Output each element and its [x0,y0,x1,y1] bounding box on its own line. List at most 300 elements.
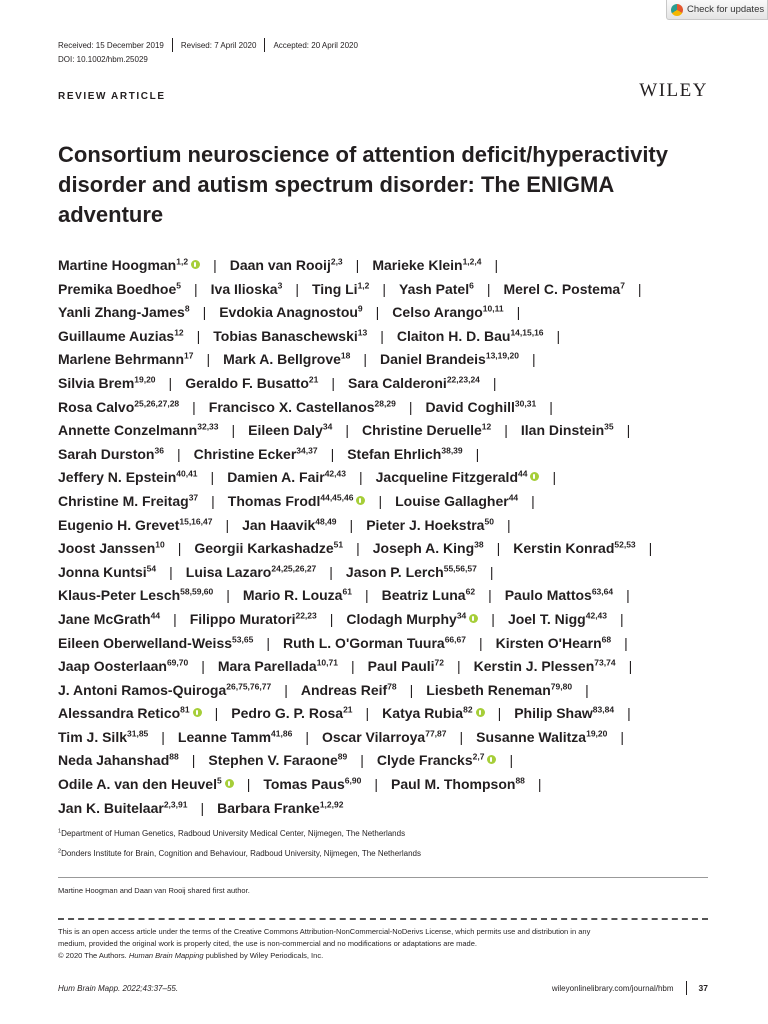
author-line [58,797,708,821]
check-for-updates-button[interactable] [666,0,768,20]
author-line [58,490,708,514]
author-text: Clodagh Murphy [346,610,457,627]
author-text: Jacqueline Fitzgerald [375,469,518,486]
author-separator: | [488,587,492,604]
affiliation-superscript: 82 [463,704,473,715]
author-text: Filippo Muratori [189,610,296,627]
author-separator: | [356,540,360,557]
affiliation-superscript: 8 [184,303,190,314]
author-line [58,396,708,420]
author-text: Katya Rubia [382,705,464,722]
affiliation-superscript: 5 [216,775,222,786]
author-text: Clyde Francks [376,752,473,769]
orcid-icon[interactable] [193,708,202,717]
author-separator: | [192,398,196,415]
author-name [380,351,519,367]
affiliation-superscript: 15,16,47 [179,515,213,526]
article-title: Consortium neuroscience of attention deficit/hyperactivity disorder and autism spectrum disorder: The ENIGMA adventure [58,142,668,227]
author-text: Jane McGrath [58,610,151,627]
author-name [377,752,497,768]
author-name [58,800,187,816]
author-separator: | [620,610,624,627]
author-line [58,419,708,443]
author-name [58,635,253,651]
crossmark-icon [671,4,683,16]
affiliation-superscript: 34 [322,421,333,432]
author-name [348,375,480,391]
author-name [178,729,292,745]
author-separator: | [329,563,333,580]
author-text: Tobias Banaschewski [213,327,358,344]
author-text: Barbara Franke [217,799,320,816]
author-separator: | [210,469,215,486]
author-name [58,729,148,745]
journal-url[interactable]: wileyonlinelibrary.com/journal/hbm [551,983,674,993]
author-separator: | [374,776,378,793]
affiliation-superscript: 44 [508,492,519,503]
author-separator: | [191,752,196,769]
author-separator: | [168,374,173,391]
affiliation-superscript: 54 [146,563,157,574]
author-text: Christine Deruelle [361,422,482,439]
author-name [218,658,338,674]
affiliation-superscript: 21 [308,374,319,385]
author-separator: | [628,658,633,675]
author-text: Mark A. Bellgrove [223,351,341,368]
accepted-date: Accepted: 20 April 2020 [273,40,358,50]
author-separator: | [201,658,205,675]
affiliation-superscript: 2,3,91 [163,799,188,809]
author-separator: | [213,257,217,273]
author-text: Martine Hoogman [58,257,177,273]
author-separator: | [177,540,182,557]
affiliation-superscript: 13,19,20 [485,350,519,361]
author-text: Mara Parellada [217,658,317,675]
author-name [373,540,484,556]
affiliation-superscript: 1,2,92 [319,799,344,809]
author-separator: | [552,469,557,486]
author-separator: | [491,610,495,627]
author-name [505,587,613,603]
author-text: David Coghill [425,398,515,415]
author-name [58,281,181,297]
affiliation-superscript: 6 [469,279,474,290]
author-name [347,446,462,462]
author-name [312,281,369,297]
author-text: Kerstin J. Plessen [473,658,595,675]
license-notice [58,926,708,962]
copyright-line: © 2020 The Authors. Human Brain Mapping published by Wiley Periodicals, Inc. [58,951,324,960]
author-name [209,399,396,415]
author-separator: | [169,563,173,580]
author-note: Martine Hoogman and Daan van Rooij shared first author. [58,886,250,895]
author-name [508,611,607,627]
author-name [230,257,343,273]
author-line [58,608,708,632]
author-separator: | [202,304,207,321]
author-text: Kerstin Konrad [513,540,615,557]
author-name [366,517,494,533]
author-line [58,561,708,585]
author-name [58,328,184,344]
author-name [392,304,503,320]
author-name [283,635,466,651]
affiliation-text: Donders Institute for Brain, Cognition and Behaviour, Radboud University, Nijmegen, The Netherlands [61,849,421,858]
author-line [58,749,708,773]
affiliation-superscript: 62 [465,586,476,597]
author-name [58,446,164,462]
affiliation-superscript: 10,11 [482,303,504,314]
author-line [58,254,708,278]
author-separator: | [214,705,219,722]
author-name [474,658,616,674]
author-separator: | [531,492,535,509]
author-text: Silvia Brem [58,374,135,391]
affiliation-superscript: 2,7 [472,751,485,762]
author-separator: | [173,610,177,627]
author-text: Eileen Oberwelland-Weiss [58,634,233,651]
author-separator: | [196,327,201,344]
author-line [58,726,708,750]
orcid-icon[interactable] [225,779,234,788]
author-name [58,399,179,415]
date-separator [264,38,265,52]
received-date: Received: 15 December 2019 [58,40,164,50]
author-name [521,422,614,438]
author-text: Leanne Tamm [177,728,272,745]
author-separator: | [489,563,494,580]
affiliation-superscript: 73,74 [594,657,616,668]
author-separator: | [382,280,387,297]
affiliation-superscript: 53,65 [232,633,254,644]
affiliation-superscript: 83,84 [592,704,615,715]
author-line [58,773,708,797]
author-separator: | [624,634,628,651]
license-divider [58,918,708,920]
author-name [425,399,536,415]
affiliation-superscript: 12 [174,327,184,338]
author-name [346,564,477,580]
author-name [58,375,156,391]
author-name [213,328,367,344]
affiliation-superscript: 63,64 [591,586,614,597]
affiliation-superscript: 13 [357,327,368,338]
affiliation-superscript: 48,49 [315,515,337,526]
author-separator: | [556,327,561,344]
author-name [58,304,190,320]
affiliation-superscript: 81 [180,704,190,715]
author-text: Tim J. Silk [58,728,127,745]
author-text: Joel T. Nigg [507,610,586,627]
author-text: Iva Ilioska [210,280,278,297]
affiliation-superscript: 17 [184,350,194,361]
affiliation-superscript: 31,85 [127,728,149,739]
author-name [397,328,544,344]
affiliation-superscript: 7 [620,279,625,290]
orcid-icon[interactable] [487,755,496,764]
affiliation-superscript: 12 [481,421,492,432]
orcid-icon[interactable] [469,614,478,623]
affiliation-superscript: 35 [604,421,614,432]
author-separator: | [648,540,653,557]
affiliation-superscript: 1,2 [357,279,370,290]
affiliation-superscript: 19,20 [134,374,156,385]
author-name [58,517,212,533]
author-separator: | [295,280,299,297]
author-separator: | [284,681,288,698]
author-line [58,325,708,349]
author-text: Damien A. Fair [227,469,325,486]
author-separator: | [211,492,215,509]
affiliation-superscript: 38 [474,539,484,550]
journal-citation: Hum Brain Mapp. 2022;43:37–55. [58,983,179,993]
affiliation-superscript: 78 [387,681,397,692]
author-text: Jeffery N. Epstein [58,469,177,486]
author-separator: | [176,445,181,462]
affiliation-superscript: 72 [434,657,445,668]
author-text: Rosa Calvo [58,398,135,415]
author-text: Alessandra Retico [58,705,181,722]
author-name [58,705,202,721]
author-separator: | [365,705,370,722]
affiliation-text: Department of Human Genetics, Radboud University Medical Center, Nijmegen, The Netherlands [61,829,406,838]
author-name [301,682,397,698]
affiliation-number: 1 [58,828,62,835]
author-text: Guillaume Auzias [58,327,175,344]
author-line [58,655,708,679]
author-text: Paulo Mattos [504,587,592,604]
revised-date: Revised: 7 April 2020 [180,40,257,50]
orcid-icon[interactable] [191,260,200,269]
author-text: Francisco X. Castellanos [208,398,375,415]
author-name [376,469,540,485]
article-type: REVIEW ARTICLE [58,91,166,102]
affiliation-superscript: 44 [518,468,528,479]
author-text: Claiton H. D. Bau [396,327,511,344]
author-separator: | [380,327,384,344]
author-separator: | [360,752,364,769]
author-name [194,446,318,462]
author-text: Jan Haavik [242,516,316,533]
affiliation-superscript: 25,26,27,28 [134,397,180,408]
author-separator: | [266,634,270,651]
affiliation-superscript: 79,80 [550,681,573,692]
author-line [58,466,708,490]
author-separator: | [246,776,251,793]
affiliation-superscript: 77,87 [425,728,447,739]
author-name [227,469,346,485]
license-line: medium, provided the original work is properly cited, the use is non-commercial and no modifications or adaptations are made. [58,939,477,948]
author-text: Premika Boedhoe [58,280,177,297]
author-separator: | [355,257,360,273]
author-separator: | [329,610,334,627]
author-separator: | [506,516,511,533]
author-separator: | [305,728,309,745]
author-text: Marlene Behrmann [58,351,185,368]
affiliation-superscript: 22,23 [295,610,317,621]
check-for-updates-label: Check for updates [687,4,765,15]
affiliation-superscript: 50 [484,515,494,526]
author-line [58,278,708,302]
author-name [476,729,607,745]
author-name [223,351,350,367]
author-separator: | [504,422,508,439]
author-name [186,564,317,580]
author-name [426,682,572,698]
author-text: Tomas Paus [263,776,345,793]
orcid-icon[interactable] [530,472,539,481]
author-name [513,540,635,556]
author-text: Joost Janssen [58,540,156,557]
author-name [514,705,614,721]
author-separator: | [627,705,631,722]
author-text: Paul M. Thompson [390,776,516,793]
author-text: Eugenio H. Grevet [58,516,180,533]
author-name [185,375,318,391]
author-text: Ruth L. O'Gorman Tuura [282,634,445,651]
affiliation-superscript: 37 [188,492,199,503]
author-text: Jason P. Lerch [345,563,444,580]
author-name [58,540,165,556]
author-text: Liesbeth Reneman [426,681,551,698]
author-line [58,584,708,608]
author-text: Jonna Kuntsi [58,563,147,580]
affiliation-superscript: 19,20 [586,728,608,739]
author-name [496,635,612,651]
affiliation-superscript: 5 [176,279,181,290]
affiliation-superscript: 68 [601,633,612,644]
affiliation-superscript: 30,31 [514,397,537,408]
author-separator: | [363,351,368,368]
author-line [58,348,708,372]
author-name [242,517,336,533]
author-text: Andreas Reif [300,681,388,698]
journal-name: Human Brain Mapping [128,951,204,960]
author-separator: | [457,658,461,675]
author-separator: | [378,492,383,509]
author-separator: | [549,398,553,415]
author-separator: | [509,752,514,769]
author-name [58,257,200,273]
author-name [362,422,491,438]
author-line [58,632,708,656]
author-text: Yash Patel [399,280,470,297]
author-text: Odile A. van den Heuvel [58,776,217,793]
affiliation-superscript: 34 [456,610,467,621]
author-separator: | [497,705,502,722]
author-separator: | [459,728,464,745]
affiliation-superscript: 42,43 [585,610,608,621]
author-separator: | [206,351,211,368]
orcid-icon[interactable] [476,708,485,717]
affiliation-superscript: 38,39 [441,445,463,456]
author-text: Daniel Brandeis [380,351,486,368]
author-name [346,611,478,627]
author-line [58,514,708,538]
publisher-logo: WILEY [639,80,708,101]
author-name [58,682,271,698]
affiliation-superscript: 2,3 [330,256,343,267]
affiliation-superscript: 9 [357,303,363,314]
author-name [58,587,213,603]
author-separator: | [496,540,501,557]
affiliation-superscript: 40,41 [176,468,198,479]
author-text: Pieter J. Hoekstra [366,516,485,533]
author-name [391,776,525,792]
author-name [322,729,447,745]
author-line [58,702,708,726]
author-text: Jaap Oosterlaan [58,658,167,675]
affiliation-superscript: 26,75,76,77 [226,681,272,692]
author-text: Geraldo F. Busatto [185,374,309,391]
author-text: Ilan Dinstein [520,422,605,439]
affiliation-item [58,849,421,859]
author-name [58,493,198,509]
affiliation-superscript: 69,70 [166,657,189,668]
author-separator: | [531,351,536,368]
orcid-icon[interactable] [356,496,365,505]
author-separator: | [626,587,630,604]
author-separator: | [626,422,631,439]
author-name [58,611,160,627]
author-name [372,257,481,273]
author-text: Joseph A. King [372,540,475,557]
author-separator: | [375,304,380,321]
author-separator: | [349,516,354,533]
author-text: Celso Arango [392,304,483,321]
author-name [263,776,361,792]
affiliation-number: 2 [58,848,62,855]
author-name [228,493,366,509]
author-separator: | [620,728,625,745]
affiliation-superscript: 6,90 [344,775,362,786]
author-separator: | [537,776,542,793]
author-text: Stephen V. Faraone [208,752,338,769]
author-separator: | [231,422,236,439]
author-separator: | [200,799,205,816]
affiliation-superscript: 36 [154,445,164,456]
author-text: Annette Conzelmann [58,422,198,439]
affiliation-superscript: 10,71 [316,657,338,668]
author-line [58,443,708,467]
author-text: Sarah Durston [58,445,155,462]
author-separator: | [494,257,499,273]
author-text: J. Antoni Ramos-Quiroga [58,681,227,698]
doi-link[interactable]: DOI: 10.1002/hbm.25029 [58,55,148,64]
author-name [382,587,475,603]
author-text: Thomas Frodl [227,492,321,509]
page-footer [58,981,708,995]
author-list [58,254,708,820]
affiliation-superscript: 24,25,26,27 [271,563,317,574]
author-separator: | [350,658,355,675]
author-separator: | [585,681,589,698]
footer-separator [686,981,687,995]
affiliation-superscript: 1,2,4 [462,256,482,267]
author-name [58,469,198,485]
author-text: Susanne Walitza [476,728,587,745]
affiliation-superscript: 41,86 [271,728,293,739]
author-separator: | [475,445,480,462]
author-name [190,611,317,627]
affiliation-superscript: 55,56,57 [443,563,477,574]
author-text: Philip Shaw [514,705,593,722]
affiliation-superscript: 52,53 [614,539,636,550]
author-separator: | [409,681,414,698]
author-name [58,422,219,438]
author-text: Stefan Ehrlich [347,445,442,462]
affiliation-superscript: 34,37 [296,445,318,456]
